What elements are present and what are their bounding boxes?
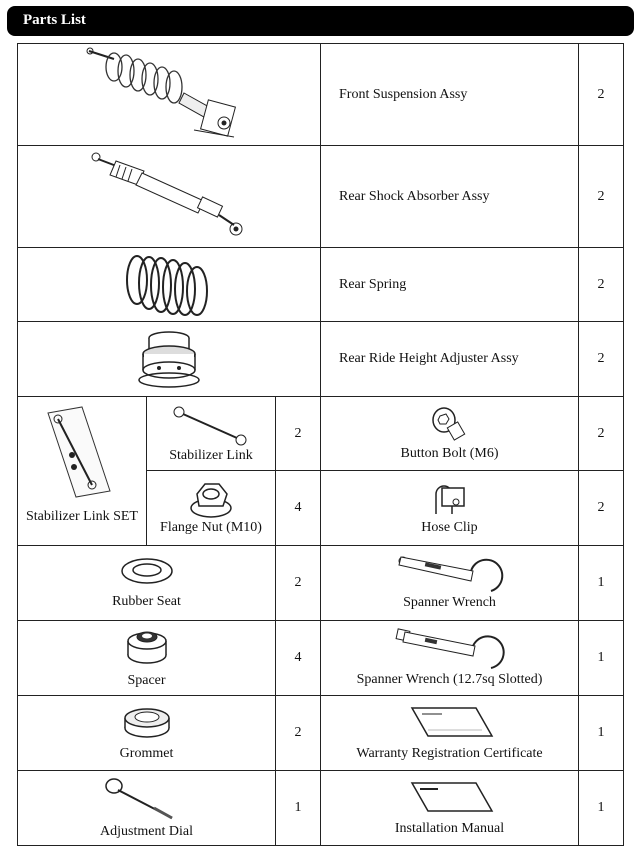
certificate-icon: [402, 704, 498, 740]
part-image-cell: [147, 471, 276, 546]
part-image-cell: [18, 621, 276, 696]
shock-absorber-icon: [84, 149, 254, 245]
part-image-cell: [321, 621, 579, 696]
table-row: [18, 397, 624, 471]
part-image-cell: [18, 696, 276, 771]
part-image-cell: [18, 771, 276, 846]
part-qty: 4: [276, 471, 321, 546]
part-qty: 1: [579, 546, 624, 621]
table-row: [18, 771, 624, 846]
part-name: Front Suspension Assy: [321, 44, 579, 146]
part-image-cell: [321, 696, 579, 771]
part-name: Rear Shock Absorber Assy: [321, 146, 579, 248]
table-row: [18, 146, 624, 248]
part-qty: 2: [579, 322, 624, 397]
table-row: [18, 44, 624, 146]
table-row: [18, 248, 624, 322]
part-qty: 2: [276, 546, 321, 621]
part-name: Rear Ride Height Adjuster Assy: [321, 322, 579, 397]
part-name: Hose Clip: [421, 520, 478, 535]
part-qty: 2: [579, 44, 624, 146]
part-name: Stabilizer Link SET: [26, 509, 138, 524]
part-image-cell: [18, 322, 321, 397]
part-qty: 4: [276, 621, 321, 696]
part-qty: 2: [276, 696, 321, 771]
stabilizer-link-icon: [171, 404, 251, 448]
part-qty: 1: [276, 771, 321, 846]
adjustment-dial-icon: [102, 776, 192, 824]
spacer-icon: [125, 627, 169, 667]
part-image-cell: [321, 546, 579, 621]
part-name: Adjustment Dial: [100, 824, 193, 839]
part-name: Button Bolt (M6): [400, 445, 499, 461]
coil-spring-icon: [119, 252, 219, 318]
slotted-spanner-icon: [395, 628, 505, 672]
table-row: [18, 322, 624, 397]
part-qty: 2: [579, 146, 624, 248]
part-image-cell: [321, 471, 579, 546]
part-qty: 2: [579, 248, 624, 322]
part-name: Warranty Registration Certificate: [356, 746, 543, 761]
hose-clip-icon: [428, 480, 472, 520]
part-image-cell: [18, 146, 321, 248]
parts-list-header: [7, 6, 634, 36]
part-image-cell: [18, 248, 321, 322]
part-name: Spacer: [127, 673, 166, 688]
part-image-cell: [321, 771, 579, 846]
button-bolt-icon: [430, 406, 470, 446]
flange-nut-icon: [189, 480, 233, 520]
spanner-wrench-icon: [395, 555, 505, 595]
part-qty: 1: [579, 621, 624, 696]
part-image-cell: [18, 546, 276, 621]
part-name: Rubber Seat: [112, 594, 181, 609]
table-row: [18, 696, 624, 771]
part-name: Spanner Wrench: [403, 595, 496, 610]
part-image-cell: [18, 397, 147, 546]
part-qty: 2: [579, 397, 624, 471]
manual-icon: [402, 779, 498, 815]
part-name: Flange Nut (M10): [160, 520, 262, 535]
parts-table: [17, 43, 624, 846]
part-image-cell: [147, 397, 276, 471]
stabilizer-link-set-icon: [44, 405, 114, 499]
part-name: Grommet: [119, 746, 174, 761]
part-qty: 1: [579, 771, 624, 846]
grommet-icon: [122, 704, 172, 740]
part-name: Stabilizer Link: [169, 447, 253, 463]
part-name: Spanner Wrench (12.7sq Slotted): [356, 672, 543, 687]
part-qty: 2: [579, 471, 624, 546]
table-row: [18, 546, 624, 621]
part-image-cell: [321, 397, 579, 471]
part-name: Installation Manual: [394, 821, 505, 836]
part-qty: 1: [579, 696, 624, 771]
table-row: [18, 621, 624, 696]
page-title: Parts List: [23, 12, 86, 28]
part-image-cell: [18, 44, 321, 146]
part-qty: 2: [276, 397, 321, 471]
rubber-seat-icon: [120, 556, 174, 586]
part-name: Rear Spring: [321, 248, 579, 322]
coilover-icon: [84, 45, 254, 145]
height-adjuster-icon: [134, 328, 204, 390]
